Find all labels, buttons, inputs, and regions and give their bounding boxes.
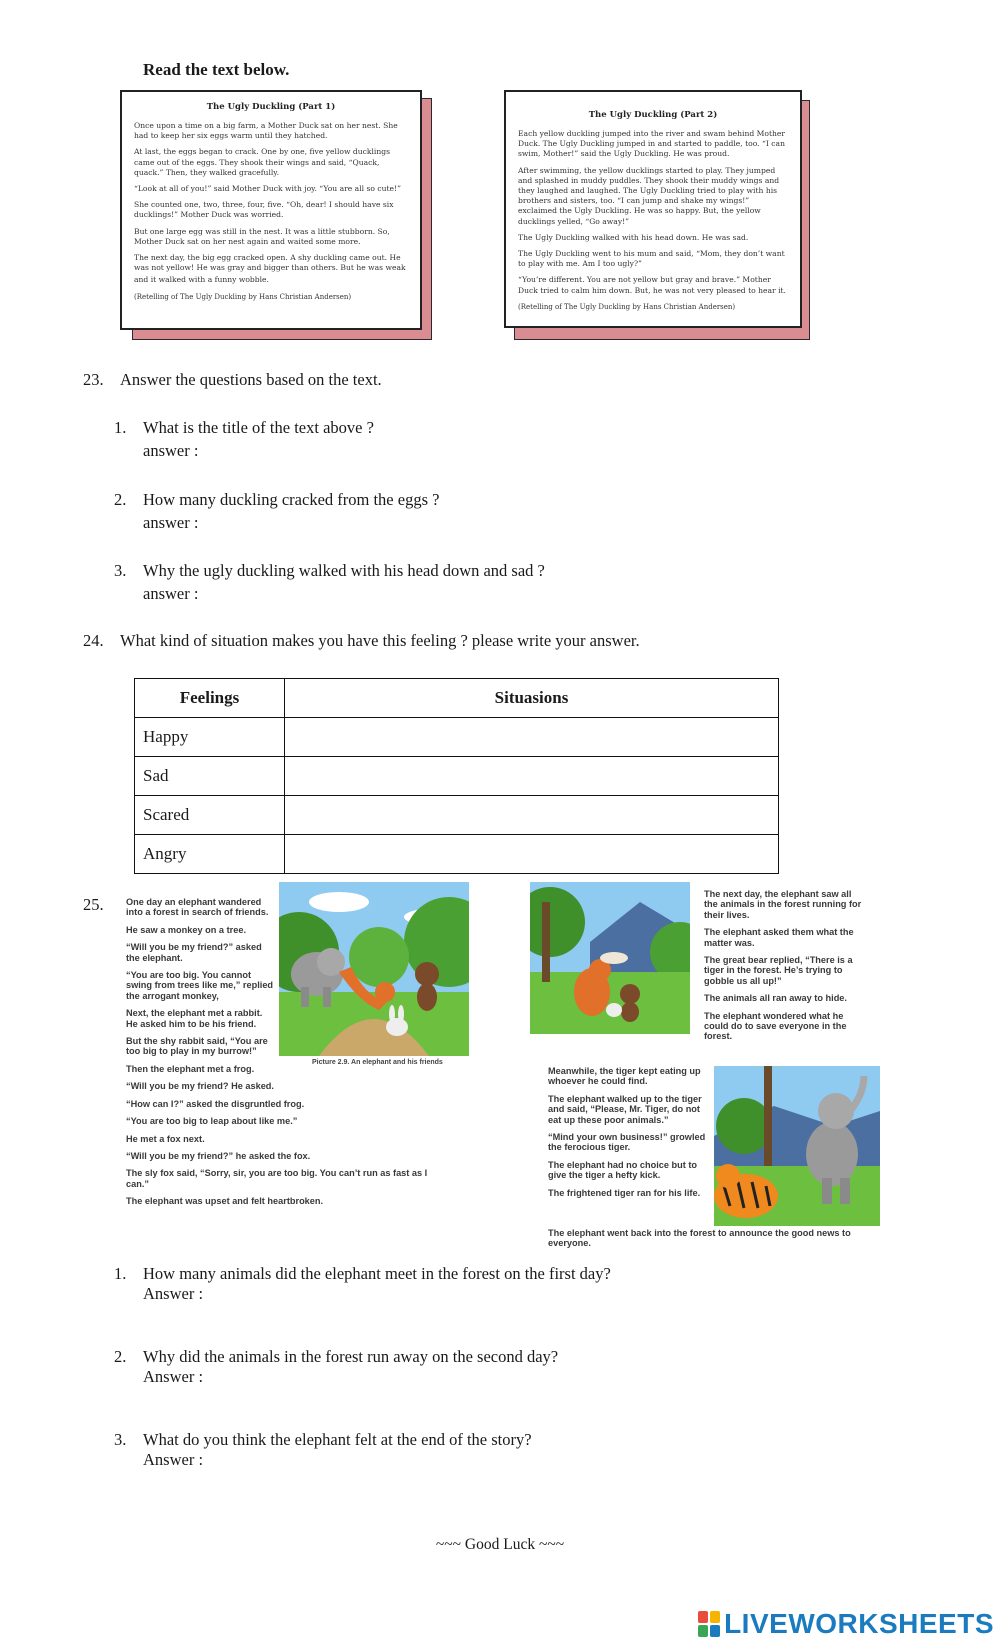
elephant-story-right-bottom xyxy=(548,1066,708,1205)
feelings-table xyxy=(134,678,779,874)
story-part1-title: The Ugly Duckling (Part 1) xyxy=(206,102,336,112)
story-source: (Retelling of The Ugly Duckling by Hans Christian Andersen) xyxy=(518,302,736,311)
question-25-3 xyxy=(114,1428,814,1476)
animals-running-illustration xyxy=(530,882,690,1034)
brand-text: LIVEWORKSHEETS xyxy=(724,1608,994,1639)
question-25-2 xyxy=(114,1345,814,1393)
sub-question-text: What is the title of the text above ? xyxy=(143,418,374,437)
story-paragraph: The Ugly Duckling walked with his head down. He was sad. xyxy=(518,232,749,242)
story-line: “Will you be my friend?” he asked the fox. xyxy=(126,1150,311,1161)
question-number: 24. xyxy=(83,631,104,650)
story-line: Then the elephant met a frog. xyxy=(126,1063,255,1074)
story-line: “Mind your own business!” growled the ferocious tiger. xyxy=(548,1132,706,1153)
story-line: “Will you be my friend?” asked the elephant. xyxy=(126,942,262,963)
story-line: The next day, the elephant saw all the animals in the forest running for their lives. xyxy=(704,889,862,920)
sub-question-number: 2. xyxy=(114,490,127,509)
feeling-cell: Sad xyxy=(135,757,285,796)
story-line: The animals all ran away to hide. xyxy=(704,993,847,1004)
story-paragraph: She counted one, two, three, four, five. “Oh, dear! I should have six ducklings!” Mother Duck was worried. xyxy=(134,200,394,220)
liveworksheets-brand[interactable] xyxy=(698,1608,994,1640)
story-line: But the shy rabbit said, “You are too big to play in my burrow!” xyxy=(126,1036,268,1057)
read-title: Read the text below. xyxy=(143,60,290,79)
answer-field[interactable]: answer : xyxy=(143,584,199,603)
question-23-2 xyxy=(114,488,814,536)
story-paragraph: At last, the eggs began to crack. One by one, five yellow ducklings came out of the eggs. They shook their wings and said, “Quack, quack.” Then, they walked gracefully. xyxy=(134,147,390,177)
story-line: The elephant was upset and felt heartbroken. xyxy=(126,1196,324,1207)
story-paragraph: “Look at all of you!” said Mother Duck with joy. “You are all so cute!” xyxy=(134,184,401,194)
question-23-1 xyxy=(114,416,814,464)
question-text: What kind of situation makes you have this feeling ? please write your answer. xyxy=(120,631,640,650)
column-header: Feelings xyxy=(135,679,285,718)
question-number: 23. xyxy=(83,370,104,389)
feeling-cell: Scared xyxy=(135,796,285,835)
story-line: “You are too big to leap about like me.” xyxy=(126,1116,298,1127)
story-line: The great bear replied, “There is a tiger in the forest. He’s trying to gobble us all up!” xyxy=(704,955,853,986)
table-row xyxy=(135,835,779,874)
situation-input[interactable] xyxy=(285,757,779,796)
question-text: Answer the questions based on the text. xyxy=(120,370,382,389)
question-24 xyxy=(83,631,883,655)
picture-caption: Picture 2.9. An elephant and his friends xyxy=(312,1059,443,1066)
story-line: Next, the elephant met a rabbit. He asked him to be his friend. xyxy=(126,1008,263,1029)
elephant-friends-illustration xyxy=(279,882,469,1056)
question-23-3 xyxy=(114,559,814,607)
answer-field[interactable]: Answer : xyxy=(143,1284,204,1303)
story-paragraph: “You’re different. You are not yellow but gray and brave.” Mother Duck tried to calm him down. But, he was not very pleased to hear it. xyxy=(518,275,786,295)
elephant-story-right-top xyxy=(704,889,864,1049)
sub-question-text: How many duckling cracked from the eggs ? xyxy=(143,490,440,509)
question-25 xyxy=(83,895,123,919)
answer-field[interactable]: Answer : xyxy=(143,1450,204,1469)
story-line: The elephant wondered what he could do to save everyone in the forest. xyxy=(704,1010,847,1042)
table-header-row xyxy=(135,679,779,718)
story-paragraph: Once upon a time on a big farm, a Mother Duck sat on her nest. She had to keep her six eggs warm until they hatched. xyxy=(134,121,398,141)
question-23 xyxy=(83,370,783,394)
story-paragraph: After swimming, the yellow ducklings started to play. They jumped and splashed in muddy puddles. They shook their muddy wings and they laughed and laughed. The Ugly Duckling tried to play with his brothers and sisters, too. “I can jump and shake my wings!” exclaimed the Ugly Duckling. He was so happy. But, the yellow ducklings yelled, “Go away!” xyxy=(518,165,780,226)
story-paragraph: The Ugly Duckling went to his mum and said, “Mom, they don’t want to play with me. Am I too ugly?” xyxy=(518,249,785,269)
story-line: The elephant had no choice but to give the tiger a hefty kick. xyxy=(548,1159,698,1181)
situation-input[interactable] xyxy=(285,796,779,835)
sub-question-text: Why did the animals in the forest run away on the second day? xyxy=(143,1347,559,1366)
story-paragraph: Each yellow duckling jumped into the river and swam behind Mother Duck. The Ugly Duckling jumped in and started to paddle, too. “I can swim, Mother!” said the Ugly Duckling. He was proud. xyxy=(518,129,786,159)
story-paragraph: and it walked with a funny wobble. xyxy=(134,275,269,285)
situation-input[interactable] xyxy=(285,718,779,757)
story-line: The elephant went back into the forest to announce the good news to everyone. xyxy=(548,1228,851,1249)
story-paragraph: The next day, the big egg cracked open. A shy duckling came out. He was not yellow! He was gray and bigger than others. But he was weak xyxy=(134,253,406,273)
story-card-part1 xyxy=(118,88,434,344)
story-line: He met a fox next. xyxy=(126,1133,205,1144)
question-25-1 xyxy=(114,1262,814,1310)
sub-question-text: How many animals did the elephant meet in the forest on the first day? xyxy=(143,1264,611,1283)
story-card-part2 xyxy=(502,88,812,344)
story-line: “Will you be my friend? He asked. xyxy=(126,1081,274,1092)
situation-input[interactable] xyxy=(285,835,779,874)
liveworksheets-logo-icon xyxy=(698,1611,720,1637)
feeling-cell: Angry xyxy=(135,835,285,874)
question-number: 25. xyxy=(83,895,104,914)
sub-question-number: 3. xyxy=(114,561,127,580)
table-row xyxy=(135,757,779,796)
sub-question-number: 1. xyxy=(114,1264,127,1283)
story-source: (Retelling of The Ugly Duckling by Hans Christian Andersen) xyxy=(134,292,352,301)
elephant-story-end xyxy=(548,1228,868,1256)
elephant-tiger-illustration xyxy=(714,1066,880,1226)
table-row xyxy=(135,796,779,835)
story-line: The frightened tiger ran for his life. xyxy=(548,1187,701,1198)
story-line: Meanwhile, the tiger kept eating up whoever he could find. xyxy=(548,1066,701,1087)
story-line: The elephant walked up to the tiger and said, “Please, Mr. Tiger, do not eat up these poor animals.” xyxy=(548,1093,702,1125)
sub-question-number: 3. xyxy=(114,1430,127,1449)
story-line: “You are too big. You cannot swing from trees like me,” replied the arrogant monkey, xyxy=(126,970,274,1001)
table-row xyxy=(135,718,779,757)
answer-field[interactable]: answer : xyxy=(143,441,199,460)
story-paragraph: But one large egg was still in the nest. It was a little stubborn. So, Mother Duck sat on her nest again and waited some more. xyxy=(134,226,390,246)
sub-question-text: What do you think the elephant felt at the end of the story? xyxy=(143,1430,532,1449)
story-line: The sly fox said, “Sorry, sir, you are too big. You can’t run as fast as I can.” xyxy=(126,1168,428,1189)
sub-question-number: 2. xyxy=(114,1347,127,1366)
story-line: “How can I?” asked the disgruntled frog. xyxy=(126,1098,305,1109)
feeling-cell: Happy xyxy=(135,718,285,757)
story-line: The elephant asked them what the matter was. xyxy=(704,927,854,948)
story-line: One day an elephant wandered into a forest in search of friends. xyxy=(126,897,269,918)
good-luck-footer: ~~~ Good Luck ~~~ xyxy=(435,1536,565,1553)
story-part2-title: The Ugly Duckling (Part 2) xyxy=(588,110,718,120)
answer-field[interactable]: answer : xyxy=(143,513,199,532)
sub-question-number: 1. xyxy=(114,418,127,437)
answer-field[interactable]: Answer : xyxy=(143,1367,204,1386)
sub-question-text: Why the ugly duckling walked with his head down and sad ? xyxy=(143,561,545,580)
story-line: He saw a monkey on a tree. xyxy=(126,924,246,935)
column-header: Situasions xyxy=(285,679,779,718)
